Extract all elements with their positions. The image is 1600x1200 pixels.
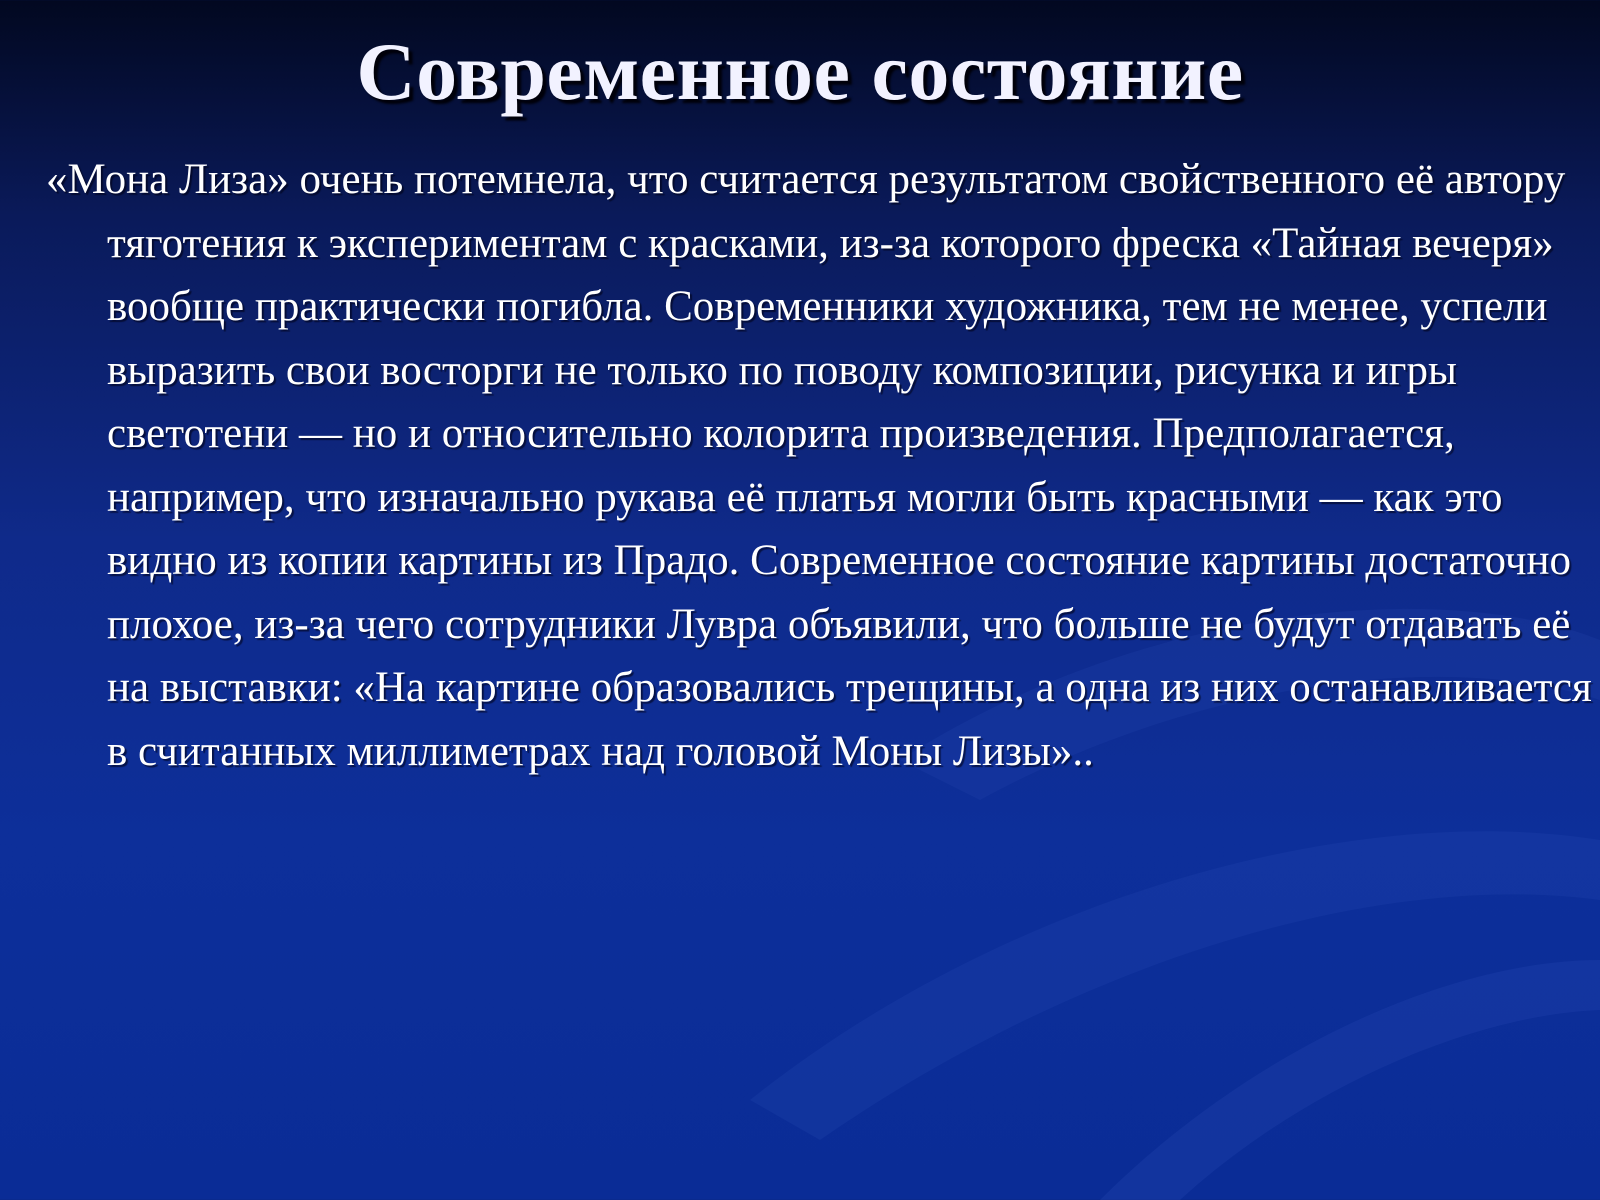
slide-body-text: «Мона Лиза» очень потемнела, что считается результатом свойственного её автору тяготения к экспериментам с красками, из-за которого фреска «Тайная вечеря» вообще практически погибла. Современники художника, тем не менее, успели выразить свои восторги не только по поводу композиции, рисунка и игры светотени — но и относительно колорита произведения. Предполагается, например, что изначально рукава её платья могли быть красными — как это видно из копии картины из Прадо. Современное состояние картины достаточно плохое, из-за чего сотрудники Лувра объявили, что больше не будут отдавать её на выставки: «На картине образовались трещины, а одна из них останавливается в считанных миллиметрах над головой Моны Лизы».. <box>46 156 1592 775</box>
slide-title: Современное состояние <box>356 26 1244 117</box>
